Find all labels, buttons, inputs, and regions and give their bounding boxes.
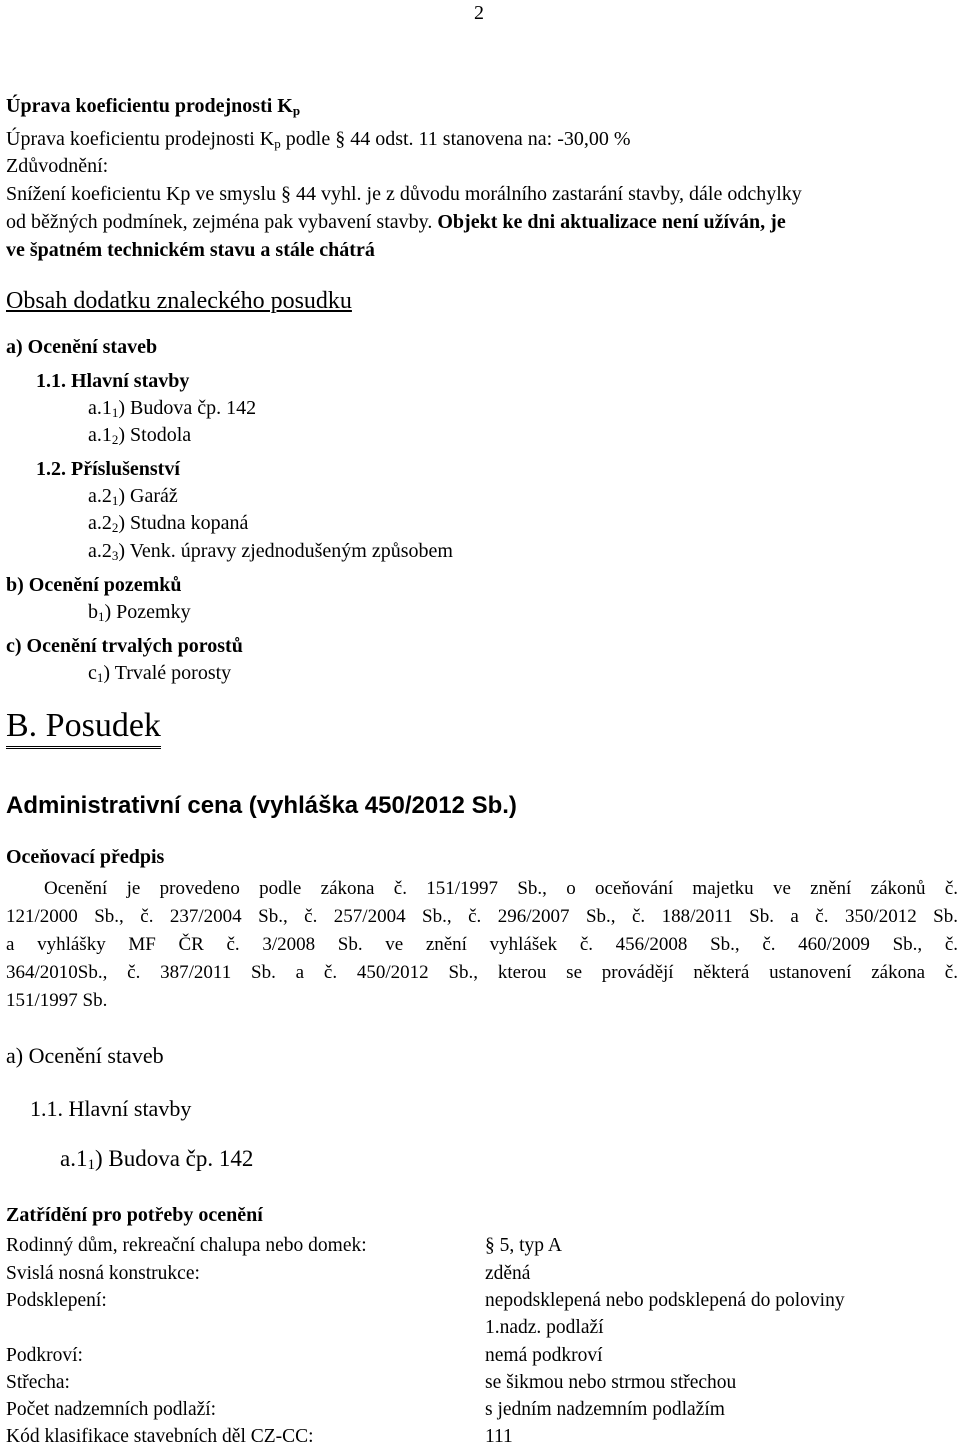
valuation-main-buildings: 1.1. Hlavní stavby <box>30 1096 192 1121</box>
classification-value: s jedním nadzemním podlažím <box>485 1399 725 1420</box>
classification-label: Podsklepení: <box>6 1290 107 1311</box>
contents-accessories: 1.2. Příslušenství <box>36 458 180 480</box>
contents-item-well: $a.2_2$) Studna kopaná <box>88 512 249 535</box>
section-b-title: B. Posudek <box>6 706 161 749</box>
regulation-heading: Oceňovací předpis <box>6 846 165 868</box>
regulation-line: a vyhlášky MF ČR č. 3/2008 Sb. ve znění vyhlášek č. 456/2008 Sb., č. 460/2009 Sb., č. <box>6 934 958 955</box>
regulation-line: 121/2000 Sb., č. 237/2004 Sb., č. 257/2004 Sb., č. 296/2007 Sb., č. 188/2011 Sb. a č. 350/2012 Sb. <box>6 906 958 927</box>
contents-item-land: $b_1$) Pozemky <box>88 601 191 624</box>
classification-value: se šikmou nebo strmou střechou <box>485 1372 737 1393</box>
kp-adjustment-line: Úprava koeficientu prodejnosti $K_p$ podle § 44 odst. 11 stanovena na: -30,00 % <box>6 128 631 151</box>
contents-item-crops: $c_1$) Trvalé porosty <box>88 662 232 685</box>
classification-label: Kód klasifikace stavebních děl CZ-CC: <box>6 1426 314 1447</box>
justification-text-1: Snížení koeficientu Kp ve smyslu § 44 vyhl. je z důvodu morálního zastarání stavby, dále odchylky <box>6 183 802 205</box>
admin-price-heading: Administrativní cena (vyhláška 450/2012 Sb.) <box>6 792 517 819</box>
page-number: 2 <box>474 2 484 24</box>
classification-value: 1.nadz. podlaží <box>485 1317 604 1338</box>
classification-value: 111 <box>485 1426 513 1447</box>
regulation-line: Ocenění je provedeno podle zákona č. 151/1997 Sb., o oceňování majetku ve znění zákonů č. <box>44 878 958 899</box>
justification-text-3: ve špatném technickém stavu a stále chátrá <box>6 239 375 261</box>
contents-item-building: $a.1_1$) Budova čp. 142 <box>88 397 257 420</box>
contents-item-outdoor: $a.2_3$) Venk. úpravy zjednodušeným způsobem <box>88 540 453 563</box>
classification-label: Počet nadzemních podlaží: <box>6 1399 217 1420</box>
regulation-line: 364/2010Sb., č. 387/2011 Sb. a č. 450/2012 Sb., kterou se provádějí některá ustanovení zákona č. <box>6 962 958 983</box>
contents-item-barn: $a.1_2$) Stodola <box>88 424 192 447</box>
valuation-building-title: $a.1_1$) Budova čp. 142 <box>60 1146 254 1173</box>
classification-heading: Zatřídění pro potřeby ocenění <box>6 1204 263 1226</box>
valuation-a-heading: a) Ocenění staveb <box>6 1043 164 1068</box>
justification-text-2: od běžných podmínek, zejména pak vybavení stavby. Objekt ke dni aktualizace není užíván, je <box>6 211 786 233</box>
classification-value: nemá podkroví <box>485 1345 603 1366</box>
kp-heading: Úprava koeficientu prodejnosti $K_p$ <box>6 95 301 118</box>
classification-value: § 5, typ A <box>485 1235 562 1256</box>
classification-label: Rodinný dům, rekreační chalupa nebo domek: <box>6 1235 367 1256</box>
contents-item-garage: $a.2_1$) Garáž <box>88 485 178 508</box>
justification-label: Zdůvodnění: <box>6 155 109 177</box>
classification-label: Svislá nosná konstrukce: <box>6 1263 200 1284</box>
contents-title: Obsah dodatku znaleckého posudku <box>6 288 352 314</box>
classification-value: nepodsklepená nebo podsklepená do poloviny <box>485 1290 845 1311</box>
contents-main-buildings: 1.1. Hlavní stavby <box>36 370 190 392</box>
classification-label: Střecha: <box>6 1372 70 1393</box>
classification-value: zděná <box>485 1263 531 1284</box>
contents-c-heading: c) Ocenění trvalých porostů <box>6 635 243 657</box>
contents-b-heading: b) Ocenění pozemků <box>6 574 182 596</box>
contents-a-heading: a) Ocenění staveb <box>6 336 158 358</box>
classification-label: Podkroví: <box>6 1345 83 1366</box>
regulation-line: 151/1997 Sb. <box>6 990 108 1011</box>
